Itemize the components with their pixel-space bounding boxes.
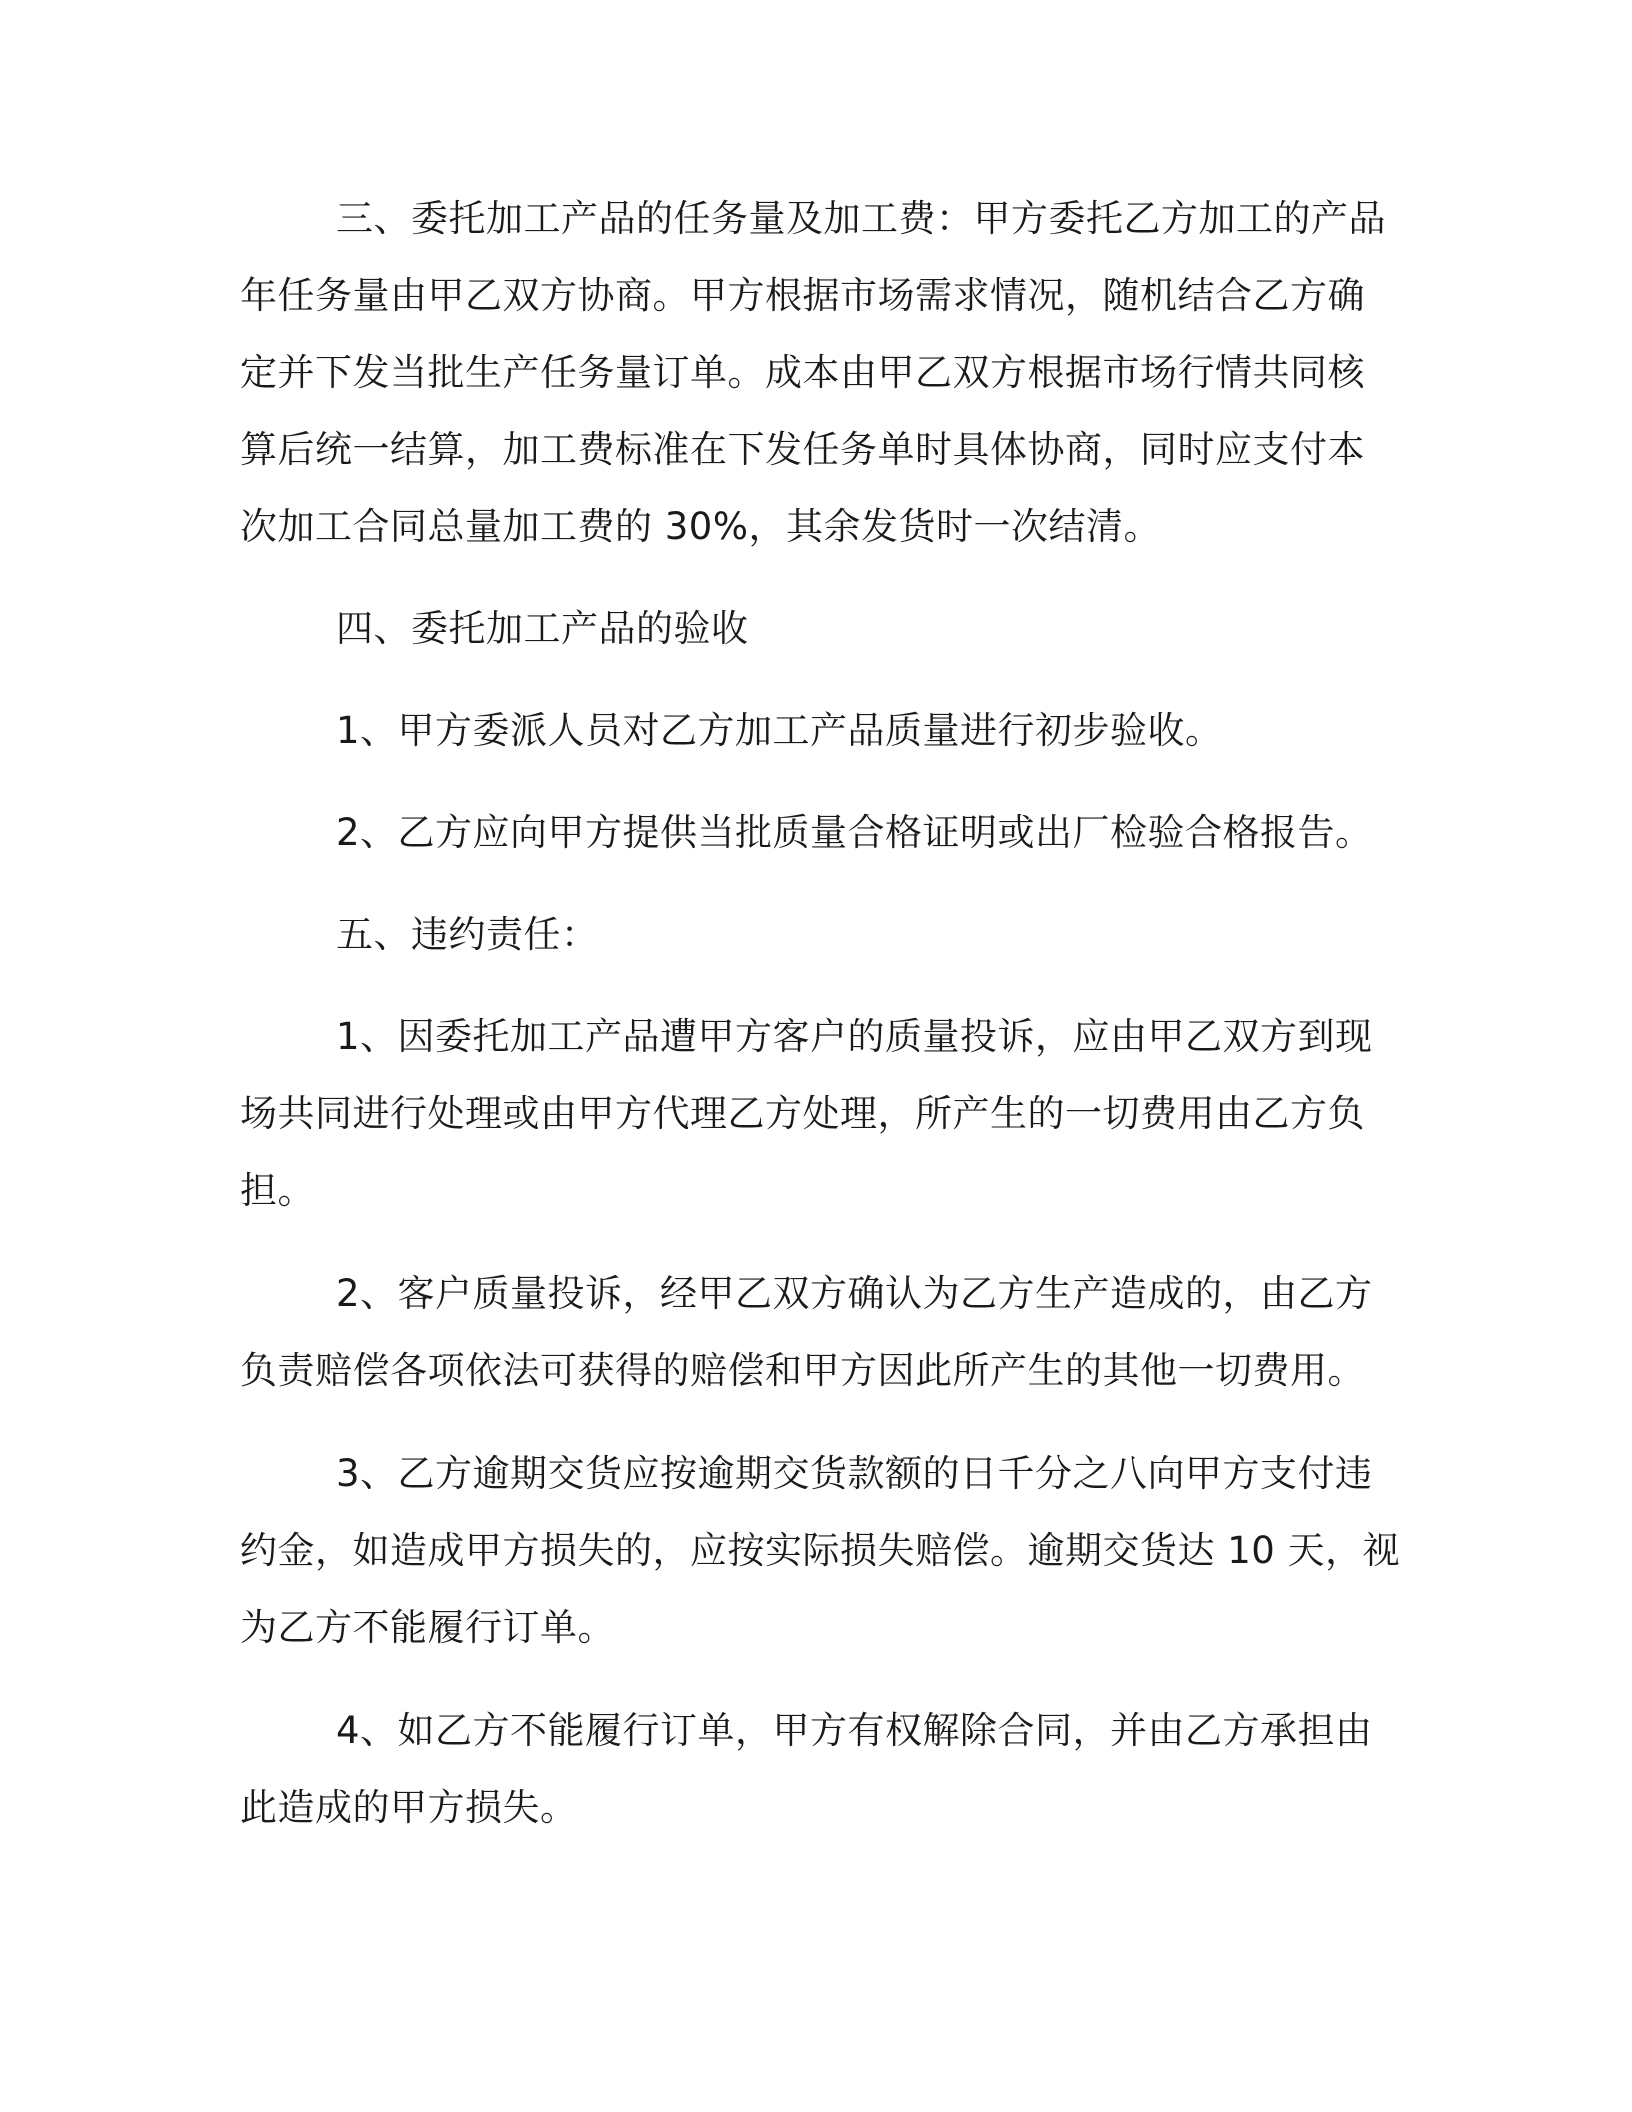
text-line: 四、委托加工产品的验收 <box>336 607 749 650</box>
text-line: 担。 <box>240 1169 315 1212</box>
text-line: 1、甲方委派人员对乙方加工产品质量进行初步验收。 <box>336 709 1223 752</box>
text-line: 场共同进行处理或由甲方代理乙方处理，所产生的一切费用由乙方负 <box>240 1092 1365 1135</box>
text-line: 负责赔偿各项依法可获得的赔偿和甲方因此所产生的其他一切费用。 <box>240 1349 1365 1392</box>
section-heading-4-acceptance <box>240 590 1390 667</box>
paragraph-4-1 <box>240 692 1390 769</box>
text-line: 三、委托加工产品的任务量及加工费：甲方委托乙方加工的产品 <box>336 197 1386 240</box>
text-line: 为乙方不能履行订单。 <box>240 1606 615 1649</box>
text-line: 五、违约责任： <box>336 913 599 956</box>
text-line: 算后统一结算，加工费标准在下发任务单时具体协商，同时应支付本 <box>240 428 1365 471</box>
text-line: 1、因委托加工产品遭甲方客户的质量投诉，应由甲乙双方到现 <box>336 1015 1373 1058</box>
text-line: 4、如乙方不能履行订单，甲方有权解除合同，并由乙方承担由 <box>336 1709 1373 1752</box>
text-line: 3、乙方逾期交货应按逾期交货款额的日千分之八向甲方支付违 <box>336 1452 1373 1495</box>
text-line: 年任务量由甲乙双方协商。甲方根据市场需求情况，随机结合乙方确 <box>240 274 1365 317</box>
paragraph-5-2 <box>240 1255 1390 1409</box>
document-page <box>240 0 1401 2112</box>
text-line: 2、乙方应向甲方提供当批质量合格证明或出厂检验合格报告。 <box>336 811 1373 854</box>
section-heading-5-liability <box>240 896 1390 973</box>
text-line: 约金，如造成甲方损失的，应按实际损失赔偿。逾期交货达 10 天，视 <box>240 1529 1401 1572</box>
paragraph-5-4 <box>240 1692 1390 1846</box>
text-line: 定并下发当批生产任务量订单。成本由甲乙双方根据市场行情共同核 <box>240 351 1365 394</box>
paragraph-5-3 <box>240 1435 1401 1666</box>
text-line: 2、客户质量投诉，经甲乙双方确认为乙方生产造成的，由乙方 <box>336 1272 1373 1315</box>
paragraph-4-2 <box>240 794 1390 871</box>
text-line: 此造成的甲方损失。 <box>240 1786 578 1829</box>
paragraph-3-processing-fee <box>240 180 1390 565</box>
text-line: 次加工合同总量加工费的 30%，其余发货时一次结清。 <box>240 505 1161 548</box>
paragraph-5-1 <box>240 998 1390 1229</box>
